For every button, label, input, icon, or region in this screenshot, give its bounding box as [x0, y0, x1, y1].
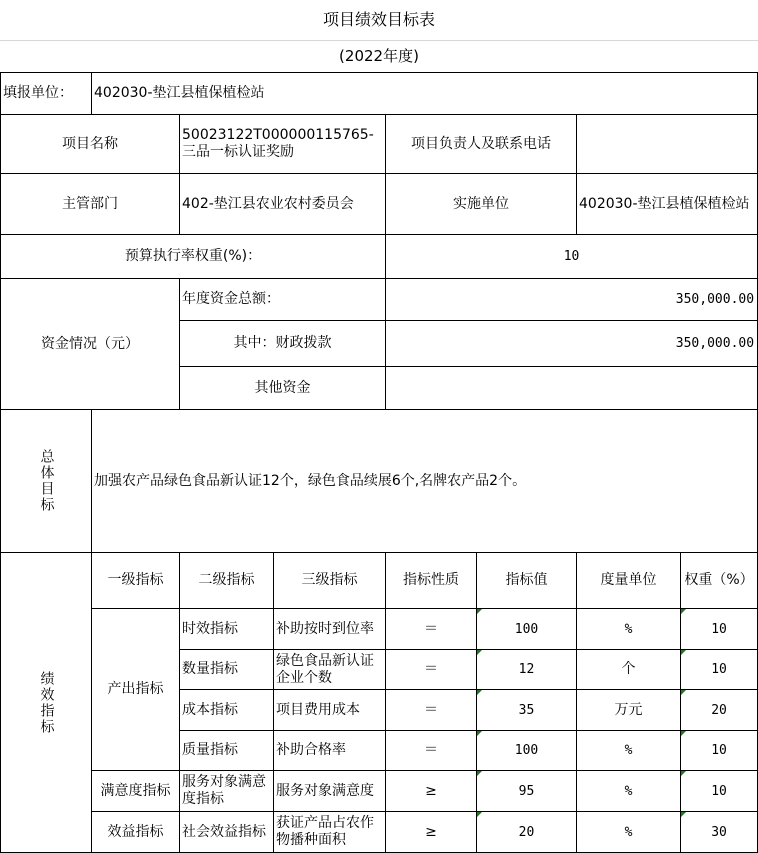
- header-level2: 二级指标: [180, 553, 274, 609]
- row-level3: 补助合格率: [274, 731, 386, 771]
- funds-label: 资金情况（元）: [1, 279, 180, 410]
- impl-label: 实施单位: [386, 174, 577, 235]
- row-level3: 服务对象满意度: [274, 771, 386, 812]
- goal-row: [1, 410, 758, 553]
- table-row: [1, 812, 758, 853]
- row-weight: 10: [681, 731, 758, 771]
- level1-satisfaction: 满意度指标: [92, 771, 180, 812]
- row-level3: 补助按时到位率: [274, 609, 386, 650]
- funds-fiscal-value: 350,000.00: [386, 321, 758, 367]
- header-level3: 三级指标: [274, 553, 386, 609]
- row-unit: %: [577, 731, 681, 771]
- row-weight: 10: [681, 771, 758, 812]
- funds-fiscal-label: 其中：财政拨款: [180, 321, 386, 367]
- row-weight: 30: [681, 812, 758, 853]
- row-nature: ＝: [386, 609, 477, 650]
- row-nature: ≥: [386, 812, 477, 853]
- header-value: 指标值: [477, 553, 577, 609]
- row-level3: 获证产品占农作物播种面积: [274, 812, 386, 853]
- funds-total-row: [1, 279, 758, 321]
- row-unit: %: [577, 771, 681, 812]
- row-unit: %: [577, 609, 681, 650]
- row-nature: ＝: [386, 731, 477, 771]
- row-unit: 个: [577, 650, 681, 690]
- header-weight: 权重（%）: [681, 553, 758, 609]
- filler-value: 402030-垫江县植保植检站: [92, 73, 758, 115]
- row-weight: 20: [681, 690, 758, 731]
- goal-label: 总体目标: [38, 449, 55, 513]
- row-unit: 万元: [577, 690, 681, 731]
- row-nature: ＝: [386, 690, 477, 731]
- row-value: 12: [477, 650, 577, 690]
- row-nature: ≥: [386, 771, 477, 812]
- dept-label: 主管部门: [1, 174, 180, 235]
- filler-label: 填报单位：: [1, 73, 92, 115]
- funds-total-value: 350,000.00: [386, 279, 758, 321]
- row-level2: 时效指标: [180, 609, 274, 650]
- row-value: 35: [477, 690, 577, 731]
- page-title: 项目绩效目标表: [0, 0, 758, 41]
- indicators-label: 绩效指标: [38, 670, 55, 735]
- department-row: [1, 174, 758, 235]
- goal-label-cell: [1, 410, 92, 553]
- row-level3: 绿色食品新认证企业个数: [274, 650, 386, 690]
- level1-benefit: 效益指标: [92, 812, 180, 853]
- funds-other-label: 其他资金: [180, 367, 386, 410]
- table-row: [1, 771, 758, 812]
- row-level2: 数量指标: [180, 650, 274, 690]
- project-owner-label: 项目负责人及联系电话: [386, 115, 577, 174]
- dept-value: 402-垫江县农业农村委员会: [180, 174, 386, 235]
- indicators-label-cell: [1, 553, 92, 853]
- filler-row: [1, 73, 758, 115]
- budget-rate-row: [1, 235, 758, 279]
- budget-rate-value: 10: [386, 235, 758, 279]
- row-level3: 项目费用成本: [274, 690, 386, 731]
- row-unit: %: [577, 812, 681, 853]
- table-row: [1, 609, 758, 650]
- row-level2: 质量指标: [180, 731, 274, 771]
- row-value: 95: [477, 771, 577, 812]
- budget-rate-label: 预算执行率权重(%)：: [1, 235, 386, 279]
- row-nature: ＝: [386, 650, 477, 690]
- level1-output: 产出指标: [92, 609, 180, 771]
- funds-total-label: 年度资金总额：: [180, 279, 386, 321]
- project-owner-value: [577, 115, 758, 174]
- funds-other-value: [386, 367, 758, 410]
- row-level2: 成本指标: [180, 690, 274, 731]
- project-name-value: 50023122T000000115765-三品一标认证奖励: [180, 115, 386, 174]
- row-level2: 社会效益指标: [180, 812, 274, 853]
- row-value: 100: [477, 609, 577, 650]
- goal-text: 加强农产品绿色食品新认证12个，绿色食品续展6个,名牌农产品2个。: [92, 410, 758, 553]
- indicator-header-row: [1, 553, 758, 609]
- row-value: 100: [477, 731, 577, 771]
- header-unit: 度量单位: [577, 553, 681, 609]
- header-level1: 一级指标: [92, 553, 180, 609]
- row-weight: 10: [681, 609, 758, 650]
- target-table: [0, 72, 758, 853]
- year-subtitle: (2022年度): [339, 47, 419, 65]
- project-name-label: 项目名称: [1, 115, 180, 174]
- project-name-row: [1, 115, 758, 174]
- header-nature: 指标性质: [386, 553, 477, 609]
- row-level2: 服务对象满意度指标: [180, 771, 274, 812]
- row-value: 20: [477, 812, 577, 853]
- row-weight: 10: [681, 650, 758, 690]
- impl-value: 402030-垫江县植保植检站: [577, 174, 758, 235]
